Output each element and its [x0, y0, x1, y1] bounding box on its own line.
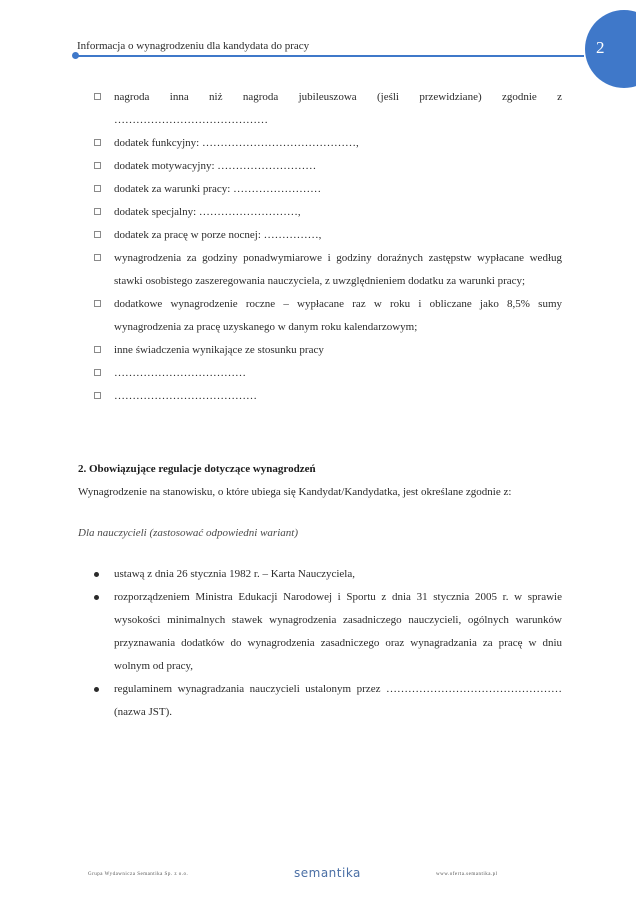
checkbox-icon[interactable] [94, 185, 101, 192]
list-item [78, 678, 562, 724]
checklist-item [78, 224, 562, 247]
checkbox-icon[interactable] [94, 369, 101, 376]
checkbox-icon[interactable] [94, 162, 101, 169]
checklist-item-text: dodatek za pracę w porze nocnej: ……………, [114, 229, 322, 241]
checklist-item [78, 132, 562, 155]
header-rule [74, 55, 584, 57]
list-item-text: regulaminem wynagradzania nauczycieli ustalonym przez ………………………………………… (nazwa JST). [114, 683, 562, 718]
checklist-item-text: dodatek funkcyjny: ……………………………………, [114, 137, 359, 149]
paragraph-gap [78, 504, 562, 522]
list-item-text: ustawą z dnia 26 stycznia 1982 r. – Karta Nauczyciela, [114, 568, 355, 580]
checkbox-icon[interactable] [94, 208, 101, 215]
list-item [78, 586, 562, 678]
document-body [78, 86, 562, 724]
checklist-item [78, 86, 562, 132]
checklist-item [78, 362, 562, 385]
checklist-item [78, 293, 562, 339]
bullet-icon [94, 687, 99, 692]
checklist-item-text: inne świadczenia wynikające ze stosunku pracy [114, 344, 324, 356]
checklist-item-text: dodatkowe wynagrodzenie roczne – wypłacane raz w roku i obliczane jako 8,5% sumy wynagrodzenia za pracę uzyskanego w danym roku kalendarzowym; [114, 298, 562, 333]
allowance-checklist [78, 86, 562, 408]
footer-logo: semantika [294, 866, 361, 880]
page-number: 2 [596, 38, 605, 57]
bullet-icon [94, 572, 99, 577]
checklist-item-text: dodatek za warunki pracy: …………………… [114, 183, 322, 195]
section-heading: 2. Obowiązujące regulacje dotyczące wynagrodzeń [78, 463, 316, 475]
checkbox-icon[interactable] [94, 231, 101, 238]
checklist-item-text: dodatek specjalny: ………………………, [114, 206, 301, 218]
checkbox-icon[interactable] [94, 254, 101, 261]
paragraph-gap [78, 545, 562, 563]
checklist-item-text: nagroda inna niż nagroda jubileuszowa (jeśli przewidziane) zgodnie z …………………………………… [114, 91, 562, 126]
list-item [78, 563, 562, 586]
section-intro: Wynagrodzenie na stanowisku, o które ubiega się Kandydat/Kandydatka, jest określane zgodnie z: [78, 486, 512, 498]
regulation-list [78, 563, 562, 724]
footer-publisher: Grupa Wydawnicza Semantika Sp. z o.o. [88, 872, 189, 877]
checkbox-icon[interactable] [94, 300, 101, 307]
checklist-item-text: ………………………………… [114, 390, 257, 402]
checkbox-icon[interactable] [94, 392, 101, 399]
checklist-item [78, 385, 562, 408]
checkbox-icon[interactable] [94, 346, 101, 353]
checklist-item [78, 201, 562, 224]
checklist-item [78, 247, 562, 293]
section-subtitle: Dla nauczycieli (zastosować odpowiedni wariant) [78, 527, 298, 539]
checkbox-icon[interactable] [94, 93, 101, 100]
list-item-text: rozporządzeniem Ministra Edukacji Narodowej i Sportu z dnia 31 stycznia 2005 r. w sprawie wysokości minimalnych stawek wynagrodzenia zasadniczego nauczycieli, ogólnych warunków przyznawania dodatków do wynagrodzenia zasadniczego oraz wynagradzania za pracę w dniu wolnym od pracy, [114, 591, 562, 672]
checklist-item [78, 339, 562, 362]
checklist-item-text: wynagrodzenia za godziny ponadwymiarowe i godziny doraźnych zastępstw wypłacane według stawki osobistego zaszeregowania nauczyciela, z uwzględnieniem dodatku za warunki pracy; [114, 252, 562, 287]
checklist-item [78, 178, 562, 201]
section-spacer [78, 408, 562, 458]
checklist-item-text: dodatek motywacyjny: ……………………… [114, 160, 317, 172]
document-header-title: Informacja o wynagrodzeniu dla kandydata do pracy [77, 40, 310, 52]
bullet-icon [94, 595, 99, 600]
checklist-item [78, 155, 562, 178]
page-number-badge [585, 10, 636, 88]
footer-website[interactable]: www.oferta.semantika.pl [436, 872, 498, 877]
checkbox-icon[interactable] [94, 139, 101, 146]
header-rule-dot [72, 52, 79, 59]
checklist-item-text: ……………………………… [114, 367, 246, 379]
